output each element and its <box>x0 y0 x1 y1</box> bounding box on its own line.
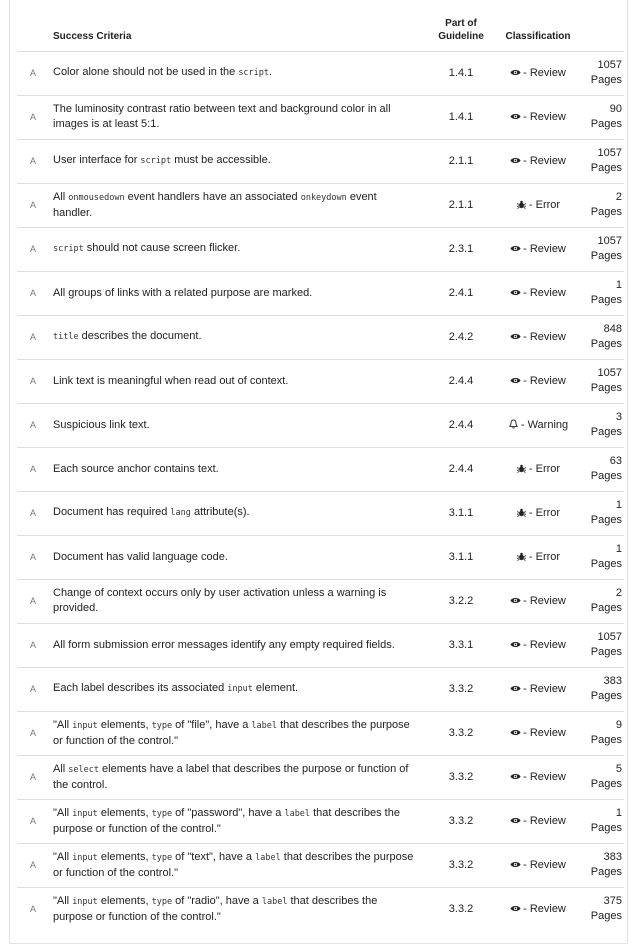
eye-icon <box>510 376 521 385</box>
code-term: lang <box>170 508 191 518</box>
classification <box>497 579 579 623</box>
criteria-fragment: attribute(s). <box>190 506 250 518</box>
table-row[interactable] <box>17 843 624 887</box>
criteria-fragment: Each source anchor contains text. <box>53 462 219 475</box>
table-row[interactable] <box>17 51 624 95</box>
page-unit: Pages <box>590 734 622 746</box>
page-count: 1057 <box>597 631 622 643</box>
eye-icon <box>510 860 521 869</box>
conformance-level: A <box>30 244 37 254</box>
eye-icon <box>510 156 521 165</box>
page-count: 90 <box>609 103 622 115</box>
code-term: input <box>72 896 98 907</box>
pages-link[interactable] <box>579 183 624 227</box>
page-unit: Pages <box>590 162 622 174</box>
eye-icon <box>510 816 521 825</box>
guideline-number: 3.3.2 <box>448 683 474 695</box>
pages-link[interactable] <box>579 535 624 579</box>
guideline-number: 2.1.1 <box>448 199 474 211</box>
guideline-number: 2.4.2 <box>448 331 474 343</box>
guideline-number: 1.4.1 <box>448 111 474 123</box>
classification-label: - Review <box>523 639 566 651</box>
page-unit: Pages <box>590 778 622 790</box>
criteria-text <box>53 887 425 931</box>
code-term: script <box>238 68 270 78</box>
criteria-text <box>53 403 425 447</box>
classification-column-header[interactable]: Classification <box>505 30 571 42</box>
table-row[interactable] <box>17 667 624 711</box>
page-count: 848 <box>603 323 622 335</box>
guideline-number: 2.4.4 <box>448 375 474 387</box>
eye-icon <box>510 684 521 693</box>
criteria-fragment: must be accessible. <box>171 154 271 166</box>
conformance-level: A <box>30 156 37 166</box>
table-row[interactable] <box>17 447 624 491</box>
criteria-fragment: describes the document. <box>78 330 202 342</box>
criteria-fragment: that describes the purpose or function of the control." <box>53 850 414 879</box>
conformance-level: A <box>30 68 37 78</box>
criteria-text <box>53 799 425 843</box>
pages-link[interactable] <box>579 51 624 95</box>
guideline-number: 3.2.2 <box>448 595 474 607</box>
table-row[interactable] <box>17 623 624 667</box>
criteria-text <box>53 843 425 887</box>
classification-label: - Error <box>528 199 561 211</box>
pages-link[interactable] <box>579 887 624 931</box>
criteria-fragment: "All <box>53 850 73 863</box>
criteria-fragment: "All <box>53 806 73 819</box>
page-unit: Pages <box>590 910 622 923</box>
code-term: onmousedown <box>68 192 125 203</box>
eye-icon <box>510 728 521 737</box>
pages-link[interactable] <box>579 799 624 843</box>
code-term: input <box>72 720 98 731</box>
bug-icon <box>516 508 527 517</box>
criteria-fragment: Document has valid language code. <box>53 550 228 563</box>
criteria-text <box>53 579 425 623</box>
classification <box>497 623 579 667</box>
criteria-text <box>53 623 425 667</box>
criteria-fragment: elements, <box>97 806 152 819</box>
page-unit: Pages <box>590 646 622 658</box>
pages-link[interactable] <box>579 139 624 183</box>
classification-label: - Error <box>528 551 561 563</box>
guideline-number: 2.1.1 <box>448 155 474 167</box>
page-unit: Pages <box>590 822 622 834</box>
code-term: type <box>151 808 173 819</box>
table-row[interactable] <box>17 271 624 315</box>
classification <box>497 183 579 227</box>
criteria-text <box>53 183 425 227</box>
criteria-fragment: event handler. <box>53 190 377 219</box>
pages-link[interactable] <box>579 271 624 315</box>
criteria-fragment: event handlers have an associated <box>124 190 301 203</box>
table-row[interactable] <box>17 799 624 843</box>
eye-icon <box>510 332 521 341</box>
page-count: 1 <box>615 499 622 511</box>
page-count: 2 <box>615 587 622 599</box>
criteria-text <box>53 491 425 535</box>
criteria-text <box>53 447 425 491</box>
criteria-fragment: that describes the purpose or function of the control." <box>53 718 410 747</box>
pages-link[interactable] <box>579 843 624 887</box>
classification-label: - Review <box>523 375 566 387</box>
classification-label: - Warning <box>520 419 569 431</box>
guideline-number: 2.4.4 <box>448 463 474 475</box>
page-count: 1057 <box>597 367 622 379</box>
pages-link[interactable] <box>579 491 624 535</box>
conformance-level: A <box>30 376 37 386</box>
criteria-text <box>53 667 425 711</box>
page-unit: Pages <box>590 602 622 614</box>
page-count: 1 <box>615 807 622 819</box>
page-count: 1057 <box>597 235 622 247</box>
criteria-fragment: The luminosity contrast ratio between text and background color in all images is at least 5:1. <box>53 103 391 130</box>
classification <box>497 799 579 843</box>
criteria-fragment: User interface for <box>53 154 141 166</box>
eye-icon <box>510 112 521 121</box>
guideline-number: 3.3.2 <box>448 859 474 871</box>
guideline-number: 3.3.2 <box>448 771 474 783</box>
page-unit: Pages <box>590 690 622 702</box>
pages-link[interactable] <box>579 447 624 491</box>
page-unit: Pages <box>590 74 622 86</box>
guideline-number: 1.4.1 <box>448 67 474 79</box>
code-term: label <box>255 852 281 863</box>
page-unit: Pages <box>590 294 622 306</box>
criteria-rows <box>17 51 624 931</box>
eye-icon <box>510 288 521 297</box>
table-row[interactable] <box>17 359 624 403</box>
guideline-number: 3.1.1 <box>448 507 474 519</box>
table-row[interactable] <box>17 227 624 271</box>
pages-link[interactable] <box>579 315 624 359</box>
eye-icon <box>510 640 521 649</box>
guideline-number: 2.4.4 <box>448 419 474 431</box>
criteria-text <box>53 227 425 271</box>
page-unit: Pages <box>590 338 622 350</box>
conformance-level: A <box>30 508 37 518</box>
page-count: 3 <box>615 411 622 423</box>
table-header-row <box>17 8 624 51</box>
page-count: 63 <box>609 455 622 467</box>
classification <box>497 51 579 95</box>
code-term: input <box>227 684 253 694</box>
guideline-number: 3.1.1 <box>448 551 474 563</box>
criteria-fragment: "All <box>53 894 73 907</box>
classification-label: - Error <box>528 507 561 519</box>
conformance-level: A <box>30 596 37 606</box>
guideline-number: 2.4.1 <box>448 287 474 299</box>
part-header-line2: Guideline <box>438 30 484 42</box>
classification-label: - Review <box>523 331 566 343</box>
conformance-level: A <box>30 860 37 870</box>
criteria-fragment: elements, <box>97 850 152 863</box>
pages-link[interactable] <box>579 667 624 711</box>
eye-icon <box>510 596 521 605</box>
page-unit: Pages <box>590 206 622 218</box>
criteria-fragment: Document has required <box>53 506 171 518</box>
eye-icon <box>510 904 521 913</box>
classification-label: - Review <box>523 683 566 695</box>
classification-label: - Review <box>523 111 566 123</box>
code-term: select <box>68 764 99 775</box>
criteria-fragment: Each label describes its associated <box>53 682 228 694</box>
classification-label: - Review <box>523 243 566 255</box>
page-count: 5 <box>615 763 622 775</box>
classification <box>497 403 579 447</box>
page-unit: Pages <box>590 470 622 482</box>
page-unit: Pages <box>590 866 622 878</box>
table-row[interactable] <box>17 711 624 755</box>
conformance-level: A <box>30 200 37 210</box>
criteria-fragment: should not cause screen flicker. <box>83 242 241 254</box>
classification <box>497 95 579 139</box>
table-row[interactable] <box>17 95 624 139</box>
pages-link[interactable] <box>579 227 624 271</box>
criteria-fragment: Change of context occurs only by user activation unless a warning is provided. <box>53 587 387 614</box>
classification-label: - Review <box>523 727 566 739</box>
classification <box>497 447 579 491</box>
success-criteria-table <box>17 8 624 931</box>
code-term: type <box>151 720 173 731</box>
eye-icon <box>510 772 521 781</box>
criteria-text <box>53 755 425 799</box>
code-term: label <box>284 808 311 819</box>
bug-icon <box>516 200 527 209</box>
code-term: input <box>72 808 98 819</box>
guideline-number: 3.3.2 <box>448 903 474 916</box>
page-count: 383 <box>603 851 622 863</box>
page-count: 383 <box>603 675 622 687</box>
page-unit: Pages <box>590 514 622 526</box>
criteria-fragment: that describes the purpose or function of the control." <box>53 806 400 835</box>
table-row[interactable] <box>17 579 624 623</box>
guideline-number: 2.3.1 <box>448 243 474 255</box>
conformance-level: A <box>30 904 37 915</box>
classification-label: - Review <box>523 595 566 607</box>
classification-label: - Review <box>523 859 566 871</box>
pages-link[interactable] <box>579 623 624 667</box>
code-term: onkeydown <box>300 192 347 203</box>
table-row[interactable] <box>17 887 624 931</box>
criteria-fragment: element. <box>252 682 299 694</box>
table-row[interactable] <box>17 315 624 359</box>
conformance-level: A <box>30 420 37 430</box>
pages-link[interactable] <box>579 403 624 447</box>
pages-link[interactable] <box>579 359 624 403</box>
conformance-level: A <box>30 552 37 562</box>
pages-link[interactable] <box>579 711 624 755</box>
code-term: label <box>261 896 288 907</box>
criteria-fragment: of "file", have a <box>172 718 252 731</box>
criteria-fragment: elements have a label that describes the purpose or function of the control. <box>53 762 409 791</box>
conformance-level: A <box>30 772 37 782</box>
criteria-fragment: of "radio", have a <box>172 894 262 907</box>
classification-label: - Review <box>523 771 566 783</box>
table-row[interactable] <box>17 491 624 535</box>
classification <box>497 887 579 931</box>
classification <box>497 755 579 799</box>
criteria-fragment: All <box>53 762 69 775</box>
code-term: type <box>151 852 173 863</box>
criteria-fragment: All form submission error messages identify any empty required fields. <box>53 638 395 651</box>
guideline-number: 3.3.2 <box>448 727 474 739</box>
classification <box>497 139 579 183</box>
code-term: script <box>140 156 172 166</box>
criteria-fragment: elements, <box>97 718 152 731</box>
page-unit: Pages <box>590 558 622 570</box>
classification <box>497 711 579 755</box>
guideline-number: 3.3.1 <box>448 639 474 651</box>
table-row[interactable] <box>17 183 624 227</box>
level-column-header <box>17 8 53 51</box>
criteria-text <box>53 535 425 579</box>
page-unit: Pages <box>590 382 622 394</box>
part-header-line1: Part of <box>445 17 477 29</box>
classification-label: - Review <box>523 903 566 916</box>
criteria-fragment: Color alone should not be used in the <box>53 66 239 78</box>
conformance-level: A <box>30 684 37 694</box>
classification-label: - Review <box>523 815 566 827</box>
page-unit: Pages <box>590 118 622 130</box>
conformance-level: A <box>30 112 37 122</box>
criteria-text <box>53 51 425 95</box>
bug-icon <box>516 464 527 473</box>
bell-icon <box>508 419 519 428</box>
classification-label: - Review <box>523 155 566 167</box>
criteria-text <box>53 711 425 755</box>
conformance-level: A <box>30 288 37 298</box>
pages-link[interactable] <box>579 755 624 799</box>
criteria-fragment: Link text is meaningful when read out of context. <box>53 374 289 387</box>
page-count: 375 <box>603 895 622 908</box>
guideline-number: 3.3.2 <box>448 815 474 827</box>
part-of-guideline-column-header[interactable] <box>425 8 497 51</box>
conformance-level: A <box>30 640 37 650</box>
conformance-level: A <box>30 464 37 474</box>
classification-label: - Error <box>528 463 561 475</box>
classification <box>497 315 579 359</box>
criteria-fragment: All <box>53 190 69 203</box>
code-term: input <box>72 852 98 863</box>
classification <box>497 359 579 403</box>
criteria-fragment: All groups of links with a related purpose are marked. <box>53 286 313 299</box>
criteria-fragment: "All <box>53 718 73 731</box>
classification <box>497 271 579 315</box>
page-count: 1057 <box>597 59 622 71</box>
criteria-text <box>53 359 425 403</box>
code-term: type <box>151 896 173 907</box>
criteria-fragment: Suspicious link text. <box>53 418 150 431</box>
criteria-text <box>53 95 425 139</box>
conformance-level: A <box>30 332 37 342</box>
classification <box>497 535 579 579</box>
classification-label: - Review <box>523 67 566 79</box>
criteria-fragment: that describes the purpose or function of the control." <box>53 894 378 923</box>
page-count: 1 <box>615 279 622 291</box>
table-row[interactable] <box>17 403 624 447</box>
classification <box>497 227 579 271</box>
conformance-level: A <box>30 728 37 738</box>
page-count: 1057 <box>597 147 622 159</box>
classification <box>497 843 579 887</box>
classification-label: - Review <box>523 287 566 299</box>
page-count: 9 <box>615 719 622 731</box>
eye-icon <box>510 68 521 77</box>
criteria-text <box>53 315 425 359</box>
criteria-fragment: of "password", have a <box>172 806 285 819</box>
pages-column-header <box>579 8 624 51</box>
eye-icon <box>510 244 521 253</box>
table-row[interactable] <box>17 755 624 799</box>
classification <box>497 667 579 711</box>
conformance-level: A <box>30 816 37 826</box>
table-row[interactable] <box>17 535 624 579</box>
criteria-fragment: of "text", have a <box>172 850 256 863</box>
page-unit: Pages <box>590 426 622 438</box>
criteria-text <box>53 271 425 315</box>
criteria-text <box>53 139 425 183</box>
pages-link[interactable] <box>579 95 624 139</box>
criteria-fragment: elements, <box>97 894 152 907</box>
page-unit: Pages <box>590 250 622 262</box>
criteria-column-header[interactable]: Success Criteria <box>53 30 132 42</box>
page-count: 2 <box>615 191 622 203</box>
classification <box>497 491 579 535</box>
page-count: 1 <box>615 543 622 555</box>
table-row[interactable] <box>17 139 624 183</box>
code-term: label <box>251 720 278 731</box>
criteria-fragment: . <box>269 66 273 78</box>
bug-icon <box>516 552 527 561</box>
code-term: title <box>53 332 79 342</box>
code-term: script <box>53 244 84 254</box>
pages-link[interactable] <box>579 579 624 623</box>
